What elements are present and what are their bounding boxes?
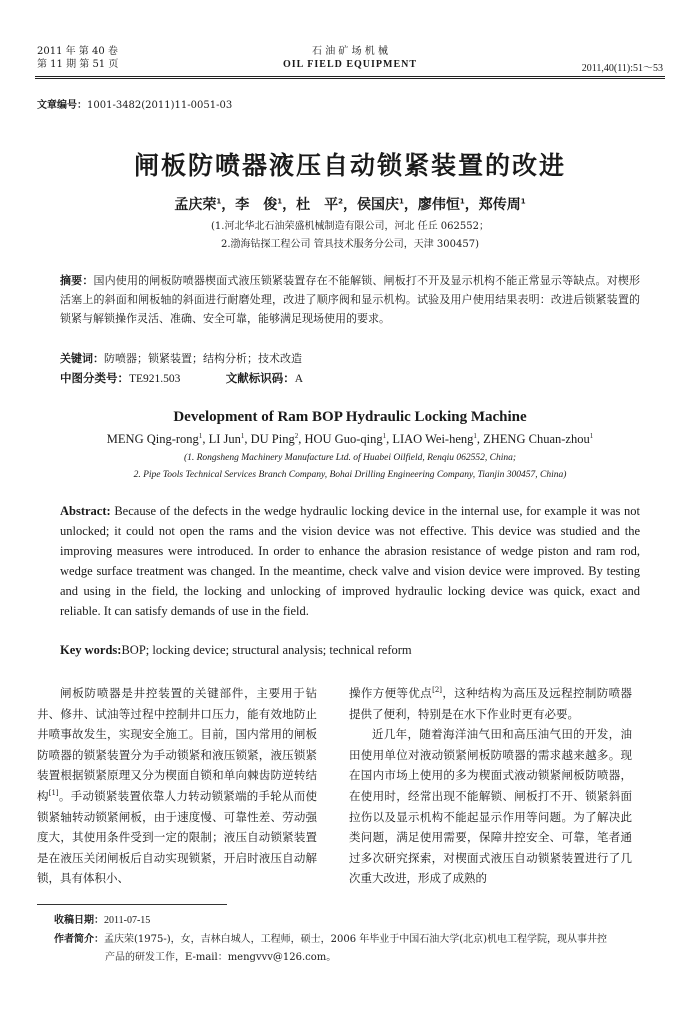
author-mark: 1: [240, 431, 245, 440]
footnote-rule: [37, 904, 227, 905]
header-issue: 第 11 期 第 51 页: [37, 59, 119, 70]
author-mark: 1: [459, 197, 465, 206]
keywords-en-text: BOP; locking device; structural analysis; technical reform: [121, 643, 412, 657]
author-cn: 李 俊: [235, 197, 278, 213]
header-journal-en: OIL FIELD EQUIPMENT: [282, 59, 418, 70]
keywords-cn-text: 防喷器；锁紧装置；结构分析；技术改造: [104, 352, 302, 365]
header-rule: [35, 76, 665, 77]
header-citation: 2011,40(11):51～53: [581, 63, 663, 74]
keywords-cn: [60, 350, 302, 366]
body-text: 操作方便等优点: [349, 686, 433, 700]
affiliation-cn-2: 2.渤海钻探工程公司 管具技术服务分公司，天津 300457): [221, 239, 479, 250]
author-mark: 1: [589, 431, 594, 440]
affiliation-en-2: 2. Pipe Tools Technical Services Branch Company, Bohai Drilling Engineering Company, Tianjin 300457, China): [133, 470, 567, 480]
author-en: MENG Qing-rong: [106, 432, 199, 446]
author-cn: 廖伟恒: [417, 197, 460, 213]
body-text: ，这种结构为高压及远程控制防喷器提供了便利，特别是在水下作业时更有必要。: [349, 686, 633, 721]
body-paragraph: [37, 683, 317, 889]
author-en: DU Ping: [250, 432, 295, 446]
body-paragraph: 近几年，随着海洋油气田和高压油气田的开发，油田使用单位对液动锁紧闸板防喷器的需求越来越多。现在国内市场上使用的多为楔面式液动锁紧闸板防喷器，在使用时，经常出现不能解锁、闸板打不开、锁紧斜面拉伤以及显示机构不能起显示作用等问题。为了解决此类问题，满足使用需要，保障井控安全、可靠，笔者通过多次研究探索，对楔面式液压自动锁紧装置进行了几次重大改进，形成了成熟的: [349, 727, 632, 886]
header-rule-2: [35, 78, 665, 79]
author-en: HOU Guo-qing: [304, 432, 383, 446]
author-cn: 孟庆荣: [174, 197, 217, 213]
author-mark: 1: [473, 431, 477, 440]
classification: [60, 370, 303, 386]
keywords-en-label: Key words:: [60, 643, 122, 657]
author-cn: 侯国庆: [357, 197, 399, 213]
affiliation-cn-1: (1.河北华北石油荣盛机械制造有限公司，河北 任丘 062552；: [211, 221, 489, 232]
title-cn: 闸板防喷器液压自动锁紧装置的改进: [133, 151, 566, 180]
abstract-cn-text: 国内使用的闸板防喷器楔面式液压锁紧装置存在不能解锁、闸板打不开及显示机构不能正常显示等缺点。对楔形活塞上的斜面和闸板轴的斜面进行耐磨处理，改进了顺序阀和显示机构。试验及用户使用结果表明：改进后锁紧装置的锁紧与解锁操作灵活、准确、安全可靠，能够满足现场使用的要求。: [60, 274, 641, 325]
footnote-received: [54, 912, 644, 930]
author-mark: 1: [399, 197, 404, 206]
author-mark: 1: [277, 197, 283, 206]
abstract-en-text: Because of the defects in the wedge hydraulic locking device in the internal use, for example it was not unlocked; it could not open the rams and the vision device was not effective. This device was studied and the improving measures were introduced. In order to enhance the abrasion resistance of wedge piston and ram rod, wedge surface treatment was changed. In the meantime, check valve and vision device were improved. By testing and using in the field, the locking and unlocking of improved hydraulic locking device was quick, exact and reliable. It can satisfy demands of use in the field.: [60, 504, 640, 618]
author-mark: 1: [382, 431, 387, 440]
body-paragraph: [349, 683, 632, 724]
citation-ref: [1]: [48, 789, 59, 798]
body-right-column: [349, 683, 632, 889]
received-date: 2011-07-15: [104, 915, 151, 926]
author-bio-line1: 孟庆荣(1975-)，女，吉林白城人，工程师，硕士，2006 年毕业于中国石油大学(北京)机电工程学院，现从事井控: [104, 934, 608, 945]
abstract-cn-label: 摘要：: [60, 274, 94, 287]
header-journal-cn: 石 油 矿 场 机 械: [312, 46, 388, 57]
author-en: ZHENG Chuan-zhou: [483, 432, 590, 446]
article-number-value: 1001-3482(2011)11-0051-03: [87, 100, 233, 111]
article-number-label: 文章编号：: [37, 100, 87, 111]
citation-ref: [2]: [432, 686, 443, 695]
footnote-author: [54, 931, 644, 949]
author-cn: 杜 平: [296, 197, 339, 213]
author-mark: 1: [216, 197, 222, 206]
author-mark: 1: [198, 431, 203, 440]
author-en: LI Jun: [208, 432, 241, 446]
body-text: 。手动锁紧装置依靠人力转动锁紧端的手轮从而使锁紧轴转动锁紧闸板，由于速度慢、可靠性差、劳动强度大，其使用条件受到一定的限制；液压自动锁紧装置是在液压关闭闸板后自动实现锁紧，开启时液压自动解锁，具有体积小、: [37, 788, 318, 886]
document-code-value: A: [294, 373, 304, 385]
author-cn: 郑传周: [478, 197, 521, 213]
author-mark: 1: [520, 197, 526, 206]
author-mark: 2: [338, 197, 343, 206]
authors-en: MENG Qing-rong$^1$, LI Jun$^1$, DU Ping$^2$, HOU Guo-qing$^1$, LIAO Wei-heng$^1$, ZHENG Chuan-zhou$^1$: [106, 431, 594, 446]
classification-label: 中图分类号：: [60, 371, 129, 385]
abstract-cn: [60, 271, 640, 328]
keywords-en: [60, 643, 412, 658]
body-text: 闸板防喷器是井控装置的关键部件，主要用于钻井、修井、试油等过程中控制井口压力，能有效地防止井喷事故发生，实现安全施工。目前，国内常用的闸板防喷器的锁紧装置分为手动锁紧和液压锁紧，液压锁紧装置根据锁紧原理又分为楔面自锁和单向棘齿防逆转结构: [37, 686, 317, 803]
author-en: LIAO Wei-heng: [392, 432, 474, 446]
author-mark: 2: [294, 431, 299, 440]
body-left-column: [37, 683, 317, 889]
affiliation-en-1: (1. Rongsheng Machinery Manufacture Ltd. of Huabei Oilfield, Renqiu 062552, China;: [183, 453, 517, 463]
footnote-author-cont: 产品的研发工作，E-mail：mengvvv@126.com。: [105, 952, 337, 963]
header-year-volume: 2011 年 第 40 卷: [37, 46, 118, 57]
author-bio-label: 作者简介：: [54, 934, 104, 945]
abstract-en-label: Abstract:: [60, 504, 111, 518]
article-number: [37, 96, 232, 111]
abstract-en: [60, 501, 640, 621]
classification-value: TE921.503: [129, 373, 181, 385]
keywords-cn-label: 关键词：: [60, 352, 104, 365]
authors-cn: 孟庆荣$^1$，李 俊$^1$，杜 平$^2$，侯国庆$^1$，廖伟恒$^1$，郑传周$^1$: [174, 197, 526, 213]
document-code-label: 文献标识码：: [225, 371, 295, 385]
received-label: 收稿日期：: [54, 915, 104, 926]
title-en: Development of Ram BOP Hydraulic Locking Machine: [173, 409, 527, 425]
